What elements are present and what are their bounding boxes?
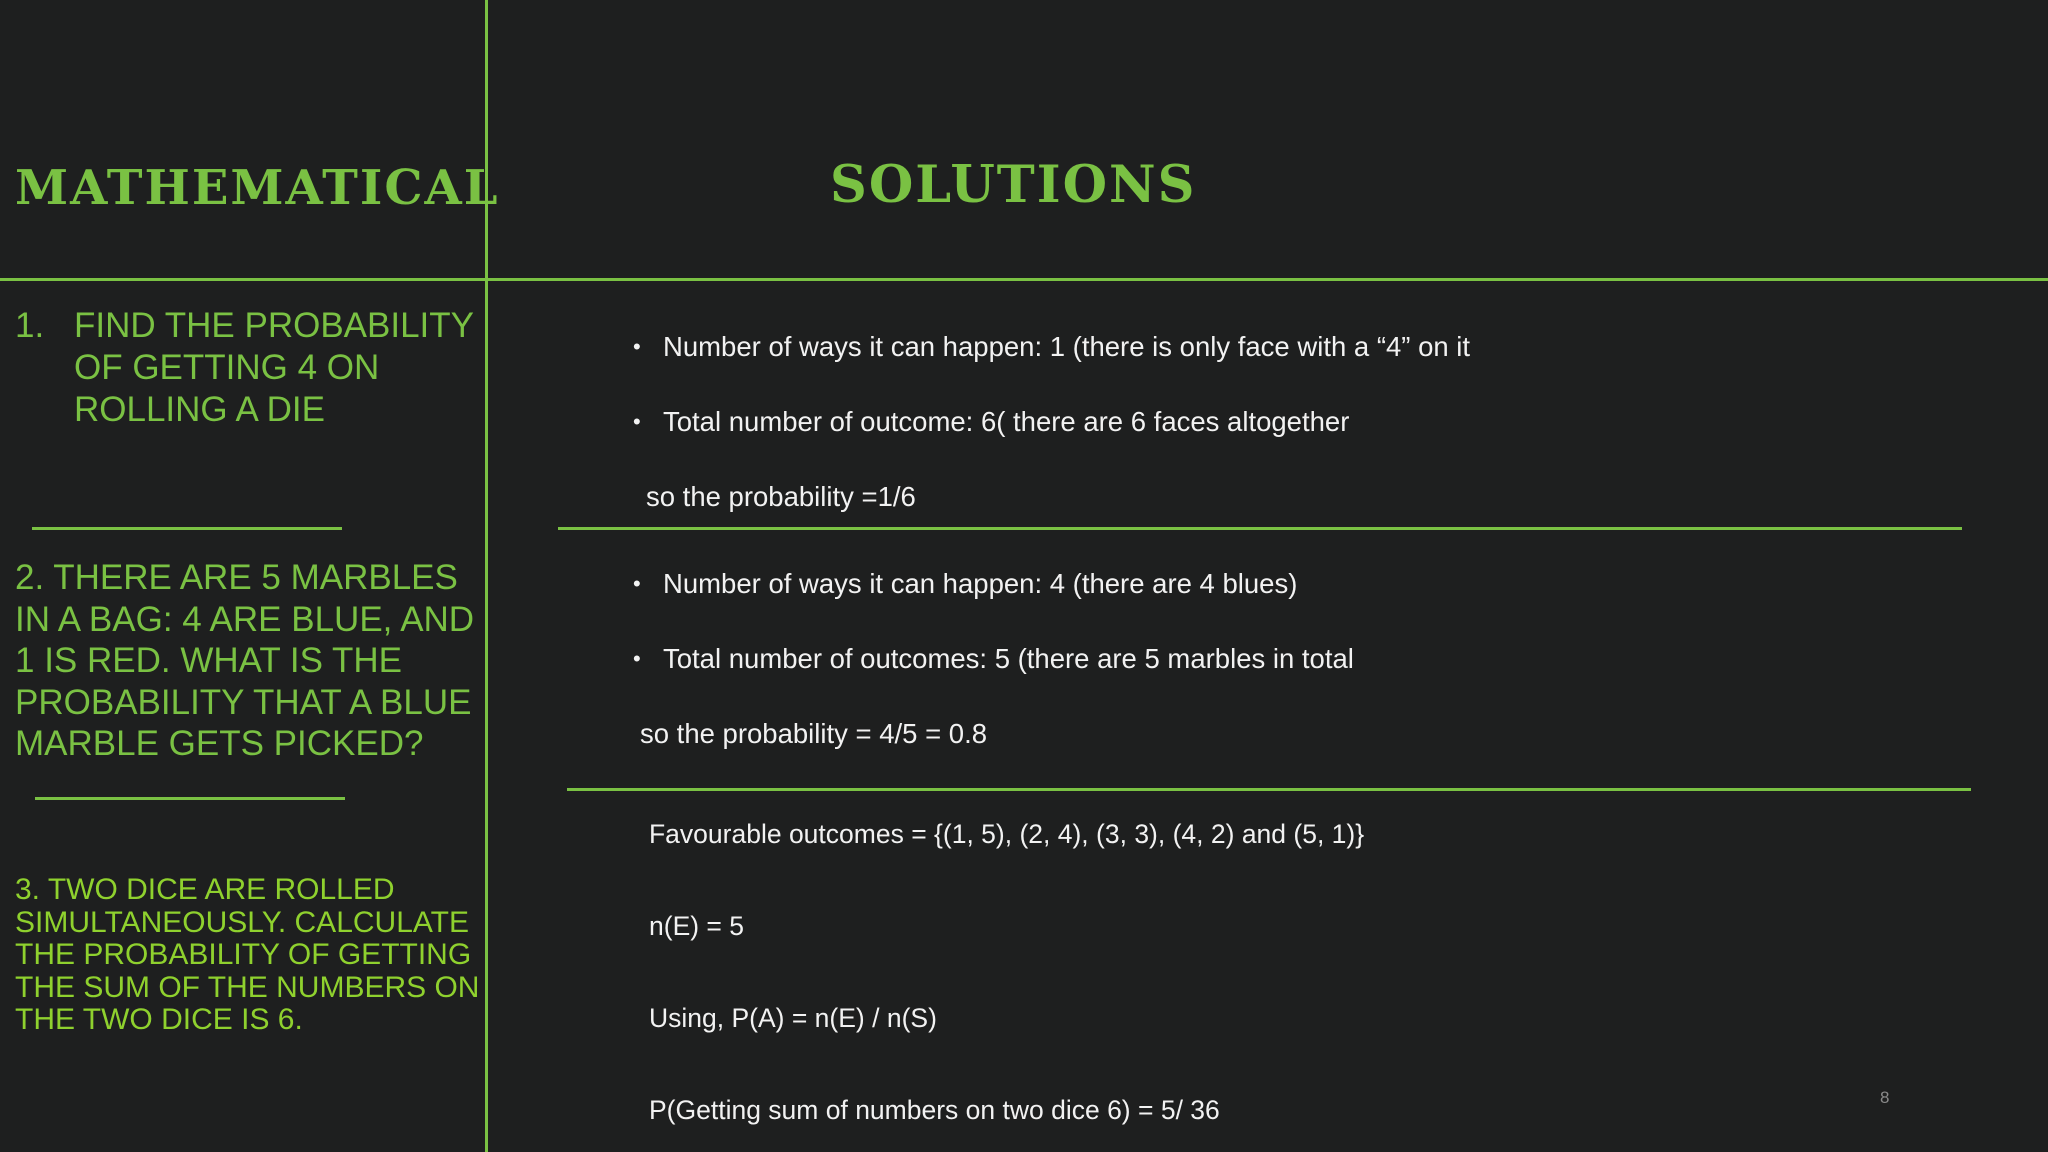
solution-3-line-4: P(Getting sum of numbers on two dice 6) = 5/ 36: [649, 1095, 1220, 1125]
solution-3-line-3: Using, P(A) = n(E) / n(S): [649, 1003, 937, 1033]
solution-2-bullet-2: Total number of outcomes: 5 (there are 5 marbles in total: [663, 643, 1354, 674]
solution-divider-2: [567, 788, 1971, 791]
title-mathematical: MATHEMATICAL: [15, 160, 500, 216]
left-divider-2: [35, 797, 345, 800]
title-solutions: SOLUTIONS: [830, 155, 1197, 215]
page-number: 8: [1880, 1088, 1890, 1107]
solution-1-bullet-2: Total number of outcome: 6( there are 6 faces altogether: [663, 406, 1350, 437]
bullet-icon: •: [633, 571, 641, 596]
question-2: 2. THERE ARE 5 MARBLES IN A BAG: 4 ARE BLUE, AND 1 IS RED. WHAT IS THE PROBABILITY THAT A BLUE MARBLE GETS PICKED?: [15, 558, 475, 763]
question-1-text: FIND THE PROBABILITY OF GETTING 4 ON ROLLING A DIE: [74, 306, 474, 429]
bullet-icon: •: [633, 409, 641, 434]
question-3: 3. TWO DICE ARE ROLLED SIMULTANEOUSLY. CALCULATE THE PROBABILITY OF GETTING THE SUM OF THE NUMBERS ON THE TWO DICE IS 6.: [15, 873, 480, 1036]
solution-3-line-2: n(E) = 5: [649, 911, 745, 941]
solution-2-result: so the probability = 4/5 = 0.8: [640, 718, 988, 749]
solution-2-bullet-1: Number of ways it can happen: 4 (there are 4 blues): [663, 568, 1298, 599]
solution-1-bullet-1: Number of ways it can happen: 1 (there is only face with a “4” on it: [663, 331, 1471, 362]
left-divider-1: [32, 527, 342, 530]
solution-1-result: so the probability =1/6: [646, 481, 916, 512]
question-1-number: 1.: [15, 306, 45, 345]
solution-divider-1: [558, 527, 1962, 530]
solution-3-line-1: Favourable outcomes = {(1, 5), (2, 4), (3, 3), (4, 2) and (5, 1)}: [649, 819, 1365, 849]
header-divider: [0, 278, 2048, 281]
bullet-icon: •: [633, 334, 641, 359]
question-1: [15, 305, 475, 431]
bullet-icon: •: [633, 646, 641, 671]
